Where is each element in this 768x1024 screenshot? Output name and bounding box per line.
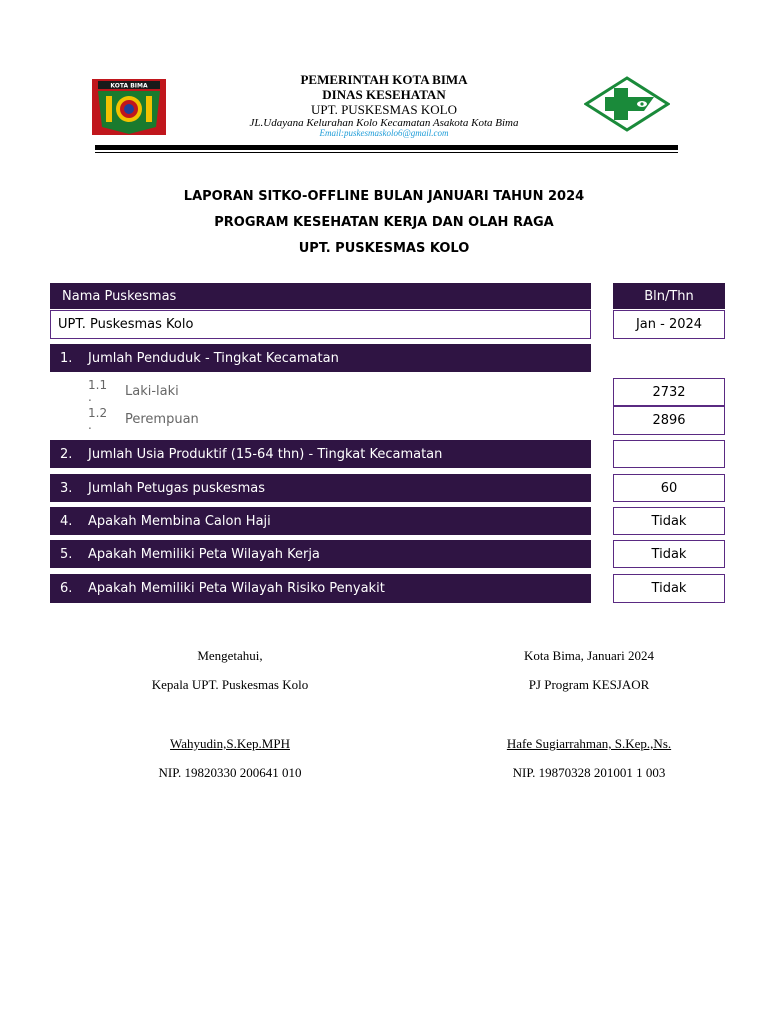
item-6-value: Tidak	[651, 581, 687, 596]
letterhead-address: JL.Udayana Kelurahan Kolo Kecamatan Asakota Kota Bima	[249, 117, 519, 129]
item-5-bar	[50, 540, 591, 568]
header-period-label: Bln/Thn	[644, 288, 694, 304]
item-3-value-field	[613, 474, 725, 502]
item-2-value-field	[613, 440, 725, 468]
sig-left-nip: NIP. 19820330 200641 010	[158, 765, 302, 780]
subitem-1-1-number: 1.1 .	[88, 378, 108, 404]
puskesmas-name-field	[50, 310, 591, 339]
item-5-number: 5.	[60, 546, 73, 562]
unit-title: UPT. PUSKESMAS KOLO	[298, 241, 470, 256]
period-field	[613, 310, 725, 339]
subitem-1-1-value: 2732	[652, 384, 686, 400]
item-1-label: Jumlah Penduduk - Tingkat Kecamatan	[88, 350, 339, 366]
report-title: LAPORAN SITKO-OFFLINE BULAN JANUARI TAHUN 2024	[183, 189, 585, 204]
item-3-bar	[50, 474, 591, 502]
sig-left-position: Kepala UPT. Puskesmas Kolo	[151, 677, 309, 692]
subitem-1-2-number: 1.2 .	[88, 406, 108, 432]
subitem-1-2-value: 2896	[652, 413, 686, 428]
letterhead-unit: UPT. PUSKESMAS KOLO	[310, 102, 458, 117]
item-2-bar	[50, 440, 591, 468]
sig-left-acknowledge: Mengetahui,	[197, 648, 263, 663]
item-5-label: Apakah Memiliki Peta Wilayah Kerja	[88, 546, 320, 562]
puskesmas-logo	[584, 76, 670, 132]
item-4-value: Tidak	[651, 513, 687, 529]
header-period-bar	[613, 283, 725, 309]
kota-bima-logo-text: KOTA BIMA	[110, 82, 148, 90]
sig-left-name: Wahyudin,S.Kep.MPH	[170, 736, 290, 751]
kota-bima-logo	[92, 79, 166, 135]
program-title: PROGRAM KESEHATAN KERJA DAN OLAH RAGA	[214, 215, 554, 230]
item-6-bar	[50, 574, 591, 603]
item-1-bar	[50, 344, 591, 372]
letterhead-rule-thick	[95, 145, 678, 150]
item-2-number: 2.	[60, 446, 73, 462]
sig-right-place-date: Kota Bima, Januari 2024	[524, 648, 654, 663]
subitem-1-2-value-field	[613, 406, 725, 435]
subitem-1-1-value-field	[613, 378, 725, 406]
item-6-number: 6.	[60, 581, 73, 596]
item-5-value-field	[613, 540, 725, 568]
sig-right-nip: NIP. 19870328 201001 1 003	[512, 765, 666, 780]
sig-right-position: PJ Program KESJAOR	[528, 677, 650, 692]
letterhead-rule-thin	[95, 152, 678, 153]
puskesmas-name-value: UPT. Puskesmas Kolo	[58, 317, 194, 332]
item-3-value: 60	[660, 480, 678, 496]
subitem-1-2-label: Perempuan	[125, 412, 199, 427]
letterhead-email[interactable]: Email:puskesmaskolo6@gmail.com	[319, 128, 449, 138]
item-6-value-field	[613, 574, 725, 603]
letterhead-department: DINAS KESEHATAN	[322, 87, 446, 102]
header-name-label: Nama Puskesmas	[62, 288, 177, 304]
sig-right-name: Hafe Sugiarrahman, S.Kep.,Ns.	[506, 736, 672, 751]
item-4-number: 4.	[60, 513, 73, 529]
subitem-1-1-label: Laki-laki	[125, 384, 179, 399]
item-5-value: Tidak	[651, 546, 687, 562]
header-name-bar	[50, 283, 591, 309]
item-6-label: Apakah Memiliki Peta Wilayah Risiko Penyakit	[88, 581, 385, 596]
item-4-label: Apakah Membina Calon Haji	[88, 513, 271, 529]
item-2-label: Jumlah Usia Produktif (15-64 thn) - Tingkat Kecamatan	[88, 446, 443, 462]
item-4-value-field	[613, 507, 725, 535]
item-1-number: 1.	[60, 350, 73, 366]
item-3-number: 3.	[60, 480, 73, 496]
period-value: Jan - 2024	[635, 317, 703, 332]
letterhead-government: PEMERINTAH KOTA BIMA	[300, 72, 468, 87]
item-4-bar	[50, 507, 591, 535]
item-3-label: Jumlah Petugas puskesmas	[88, 480, 266, 496]
